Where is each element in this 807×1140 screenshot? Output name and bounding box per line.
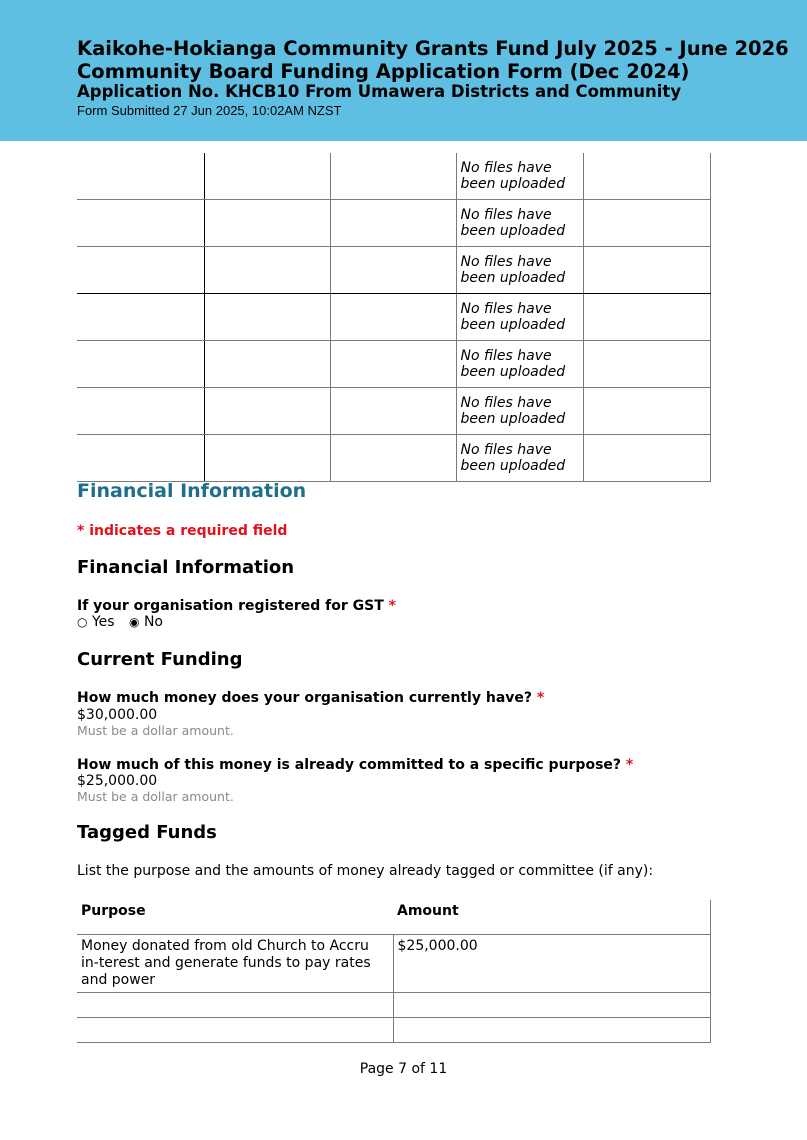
table-cell bbox=[204, 388, 330, 435]
table-cell bbox=[77, 153, 204, 200]
gst-option-no[interactable] bbox=[129, 614, 163, 630]
tagged-funds-heading: Tagged Funds bbox=[77, 822, 217, 843]
file-status: No files have been uploaded bbox=[456, 435, 583, 482]
section-title: Financial Information bbox=[77, 480, 307, 502]
table-row bbox=[77, 247, 710, 294]
committed-money-answer: $25,000.00 bbox=[77, 773, 158, 789]
table-cell bbox=[330, 200, 456, 247]
table-cell bbox=[583, 247, 710, 294]
committed-money-question bbox=[77, 757, 633, 774]
uploaded-files-table bbox=[77, 153, 711, 482]
table-cell bbox=[77, 341, 204, 388]
required-star: * bbox=[625, 757, 634, 773]
gst-question-label bbox=[77, 598, 396, 615]
purpose-cell: Money donated from old Church to Accru in-terest and generate funds to pay rates and power bbox=[77, 935, 393, 993]
question-text: How much money does your organisation currently have? bbox=[77, 690, 533, 706]
table-cell bbox=[204, 247, 330, 294]
radio-unselected-icon: ○ bbox=[77, 615, 88, 629]
tagged-funds-intro: List the purpose and the amounts of money already tagged or committee (if any): bbox=[77, 863, 654, 879]
current-funding-heading: Current Funding bbox=[77, 649, 243, 670]
gst-radio-group bbox=[77, 614, 173, 631]
amount-cell bbox=[393, 1018, 710, 1043]
amount-cell: $25,000.00 bbox=[393, 935, 710, 993]
table-cell bbox=[77, 435, 204, 482]
radio-label: Yes bbox=[91, 614, 115, 630]
page-header bbox=[0, 0, 807, 141]
table-row bbox=[77, 153, 710, 200]
table-cell bbox=[330, 247, 456, 294]
form-subtitle: Community Board Funding Application Form (Dec 2024) bbox=[77, 60, 690, 83]
file-status: No files have been uploaded bbox=[456, 153, 583, 200]
tagged-funds-table bbox=[77, 900, 711, 1043]
form-title: Kaikohe-Hokianga Community Grants Fund July 2025 - June 2026 bbox=[77, 37, 789, 60]
table-cell bbox=[204, 435, 330, 482]
table-cell bbox=[204, 341, 330, 388]
file-status: No files have been uploaded bbox=[456, 341, 583, 388]
dollar-hint: Must be a dollar amount. bbox=[77, 789, 234, 804]
file-status: No files have been uploaded bbox=[456, 247, 583, 294]
table-cell bbox=[204, 200, 330, 247]
page-number: Page 7 of 11 bbox=[359, 1061, 448, 1077]
file-status: No files have been uploaded bbox=[456, 294, 583, 341]
table-row bbox=[77, 935, 710, 993]
table-row bbox=[77, 341, 710, 388]
table-cell bbox=[330, 341, 456, 388]
table-row bbox=[77, 294, 710, 341]
dollar-hint: Must be a dollar amount. bbox=[77, 723, 234, 738]
table-row bbox=[77, 435, 710, 482]
purpose-cell bbox=[77, 1018, 393, 1043]
table-cell bbox=[583, 388, 710, 435]
table-cell bbox=[77, 388, 204, 435]
table-cell bbox=[330, 388, 456, 435]
table-cell bbox=[330, 435, 456, 482]
required-field-note: * indicates a required field bbox=[77, 523, 288, 539]
table-header-row bbox=[77, 900, 710, 935]
gst-option-yes[interactable] bbox=[77, 614, 119, 630]
radio-selected-icon: ◉ bbox=[129, 615, 140, 629]
table-cell bbox=[77, 294, 204, 341]
file-status: No files have been uploaded bbox=[456, 388, 583, 435]
required-star: * bbox=[536, 690, 545, 706]
table-cell bbox=[330, 294, 456, 341]
table-cell bbox=[204, 153, 330, 200]
table-row bbox=[77, 200, 710, 247]
file-status: No files have been uploaded bbox=[456, 200, 583, 247]
submitted-timestamp: Form Submitted 27 Jun 2025, 10:02AM NZST bbox=[77, 103, 342, 118]
table-cell bbox=[77, 247, 204, 294]
table-row bbox=[77, 388, 710, 435]
required-star: * bbox=[388, 598, 396, 614]
amount-cell bbox=[393, 993, 710, 1018]
column-header-amount: Amount bbox=[393, 900, 710, 935]
table-cell bbox=[330, 153, 456, 200]
current-money-answer: $30,000.00 bbox=[77, 707, 158, 723]
table-cell bbox=[204, 294, 330, 341]
table-cell bbox=[583, 341, 710, 388]
table-cell bbox=[583, 294, 710, 341]
purpose-cell bbox=[77, 993, 393, 1018]
question-text: If your organisation registered for GST bbox=[77, 598, 384, 614]
financial-info-heading: Financial Information bbox=[77, 557, 295, 578]
table-cell bbox=[583, 435, 710, 482]
column-header-purpose: Purpose bbox=[81, 903, 146, 919]
table-cell bbox=[583, 153, 710, 200]
question-text: How much of this money is already committed to a specific purpose? bbox=[77, 757, 622, 773]
table-row bbox=[77, 1018, 710, 1043]
table-cell bbox=[583, 200, 710, 247]
table-row bbox=[77, 993, 710, 1018]
current-money-question bbox=[77, 690, 544, 707]
radio-label: No bbox=[143, 614, 163, 630]
application-line: Application No. KHCB10 From Umawera Districts and Community bbox=[77, 82, 682, 101]
table-cell bbox=[77, 200, 204, 247]
